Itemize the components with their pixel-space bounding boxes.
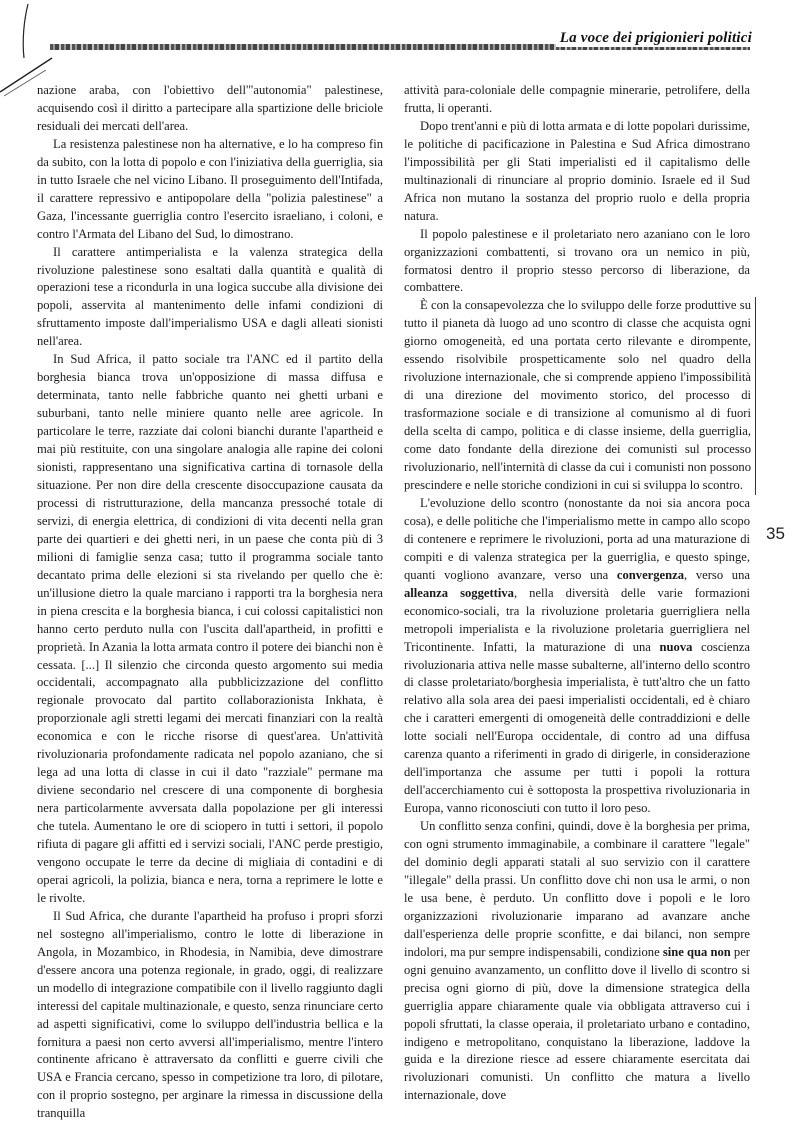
paragraph: nazione araba, con l'obiettivo dell'"autonomia" palestinese, acquisendo così il diritto a partecipare alla spartizione delle briciole residuali dei mercati dell'area. bbox=[37, 83, 383, 133]
text-run: per ogni genuino avanzamento, un conflitto dove il livello di scontro si precisa ogni giorno di più, dove la dimensione strategica della guerriglia appare chiaramente quale via obbligata attraverso cui i popoli sfruttati, la classe operaia, il proletariato urbano e contadino, indigeno e metropolitano, conquistano la liberazione, laddove la guida e la direzione riesce ad essere chiaramente esercitata dai rivoluzionari comunisti. Un conflitto che matura a livello internazionale, dove bbox=[404, 944, 750, 1103]
paragraph: La resistenza palestinese non ha alternative, e lo ha compreso fin da subito, con la lotta di popolo e con l'iniziativa della guerriglia, sia in tutto Israele che nel vicino Libano. Il proseguimento dell'Intifada, il carattere repressivo e antipopolare della "polizia palestinese" a Gaza, l'incessante guerriglia contro l'esercito israeliano, i coloni, e contro l'Armata del Libano del Sud, lo dimostrano. bbox=[37, 136, 383, 241]
paragraph: Il popolo palestinese e il proletariato nero azaniano con le loro organizzazioni combattenti, si trovano ora un nemico in più, formatosi dentro il proprio stesso percorso di liberazione, da combattere. bbox=[404, 226, 750, 295]
bold-term: sine qua non bbox=[662, 944, 731, 959]
text-run: coscienza rivoluzionaria attiva nelle masse subalterne, all'interno dello scontro di classe proletariato/borghesia imperialista, è tutt'altro che un fatto relativo alla sola area dei paesi imperialisti occidentali, ed è chiaro che i caratteri emergenti di omogeneità delle contraddizioni e delle lotte sociali nell'Europa occidentale, di contro ad una diffusa carenza quanto a riferimenti in grado di dirigerle, in considerazione dell'importanza che assume per tutti i popoli la rottura dell'accerchiamento cui è sottoposta la prospettiva rivoluzionaria in Europa, vanno riconosciuti con tutto il loro peso. bbox=[404, 639, 750, 816]
bold-term: nuova bbox=[659, 639, 693, 654]
text-run: , nella diversità delle varie formazioni economico-sociali, tra la rivoluzione proletaria guerrigliera nella metropoli imperialista e la rivoluzione proletaria guerrigliera nel Tricontinente. Infatti, la maturazione di una bbox=[404, 585, 750, 654]
paragraph: In Sud Africa, il patto sociale tra l'ANC ed il partito della borghesia bianca trova un'opposizione di massa diffusa e determinata, tanto nelle fabbriche quanto nei ghetti urbani e suburbani, tanto nelle miniere quanto nelle aree agricole. In particolare le terre, razziate dai coloni bianchi durante l'apartheid e mai più restituite, con una singolare analogia alle rapine dei coloni sionisti, rappresentano una significativa cartina di tornasole della situazione. Per non dire della crescente disoccupazione causata da processi di ristrutturazione, della mancanza pressoché totale di servizi, di energia elettrica, di condizioni di vita decenti nella gran parte dei quartieri e dei ghetti neri, in un paese che conta più di 3 milioni di famiglie senza casa; tutto il programma sociale tanto decantato prima delle elezioni si sta rivelando per quello che è: un'illusione dietro la quale marciano i rapporti tra la borghesia nera in piena crescita e la borghesia bianca, i cui colossi capitalistici non hanno certo perduto nulla con l'uscita dall'apartheid, in profitti e proprietà. In Azania la lotta armata contro il potere dei bianchi non è cessata. [...] Il silenzio che circonda questo argomento sui media occidentali, accompagnato alla pubblicizzazione del conflitto regionale provocato dal partito collaborazionista Inkhata, è proporzionale agli stretti legami dei mercati finanziari con la realtà economica e con le ricche risorse di quest'area. Un'attività rivoluzionaria profondamente radicata nel popolo azaniano, che si lega ad una lotta di classe in cui il dato "razziale" permane ma diviene secondario nel crescere di una componente di borghesia nera particolarmente avversata dalla popolazione per gli interessi che tutela. Aumentano le ore di sciopero in tutti i settori, il popolo rifiuta di pagare gli affitti ed i servizi sociali, l'ANC perde prestigio, vengono occupate le terre da decine di migliaia di contadini e di operai agricoli, la polizia, bianca e nera, torna a reprimere le lotte e le rivolte. bbox=[37, 352, 383, 905]
bracketed-paragraph: È con la consapevolezza che lo sviluppo delle forze produttive su tutto il pianeta dà luogo ad uno scontro di classe che acquista ogni giorno omogeneità, ed una portata certo rilevante e dirompente, essendo risolvibile prospetticamente solo nel quadro della rivoluzione internazionale, che si comprende appieno l'impossibilità di una direzione del movimento storico, del processo di trasformazione sociale e di transizione al comunismo al di fuori della scelta di campo, politica e di classe insieme, della guerriglia, come dato fondante della direzione dei comunisti sul processo rivoluzionario, nell'internità di classe da cui i comunisti non possono prescindere e nelle storiche condizioni in cui si sviluppa lo scontro. bbox=[404, 297, 756, 494]
bold-term: convergenza bbox=[616, 567, 685, 582]
left-column bbox=[37, 82, 383, 1123]
text-run: , verso una bbox=[684, 567, 750, 582]
bold-term: alleanza soggettiva bbox=[404, 585, 514, 600]
running-header: La voce dei prigionieri politici bbox=[556, 30, 756, 47]
text-run: Un conflitto senza confini, quindi, dove è la borghesia per prima, con ogni strumento immaginabile, a combinare il carattere "legale" del dominio degli apparati statali al suo servizio con il carattere "illegale" della prassi. Un conflitto dove chi non usa le armi, o non le usa bene, è perduto. Un conflitto dove i popoli e le loro organizzazioni rivoluzionarie imparano ad avanzare anche dall'esperienza delle proprie sconfitte, e dai bilanci, non sempre indolori, ma pur sempre indispensabili, condizione bbox=[404, 819, 750, 959]
paragraph bbox=[404, 495, 750, 818]
paragraph: attività para-coloniale delle compagnie minerarie, petrolifere, della frutta, li operanti. bbox=[404, 83, 750, 115]
paragraph bbox=[404, 818, 750, 1105]
paragraph: Il Sud Africa, che durante l'apartheid ha profuso i propri sforzi nel sostegno all'imperialismo, contro le lotte di liberazione in Angola, in Mozambico, in Rhodesia, in Namibia, deve dimostrare d'essere ancora una potenza regionale, in grado, oggi, di realizzare un modello di integrazione compatibile con il livello raggiunto dagli interessi del capitale multinazionale, e questo, senza rinunciare certo ad aspetti significativi, come lo sviluppo dell'industria bellica e la fornitura a paesi non certo avversi all'imperialismo, mentre l'intero continente africano è attraversato da conflitti e guerre civili che USA e Francia cercano, spesso in competizione tra loro, di pilotare, con il proprio sostegno, per arginare la rimessa in discussione della tranquilla bbox=[37, 908, 383, 1121]
text-run: L'evoluzione dello scontro (nonostante da noi sia ancora poca cosa), e delle politiche che l'imperialismo mette in campo allo scopo di contenere e reprimere le rivoluzioni, porta ad una maturazione di compiti e di valenza strategica per la guerriglia, e questo spinge, quanti vogliono avanzare, verso una bbox=[404, 495, 750, 582]
right-column bbox=[404, 82, 750, 1105]
paragraph: Dopo trent'anni e più di lotta armata e di lotte popolari durissime, le politiche di pacificazione in Palestina e Sud Africa dimostrano l'impossibilità per gli Stati imperialisti ed il capitalismo delle multinazionali di rinunciare al proprio dominio. Israele ed il Sud Africa non mutano la sostanza del proprio ruolo e della propria natura. bbox=[404, 118, 750, 223]
page-number: 35 bbox=[766, 524, 785, 543]
paragraph: Il carattere antimperialista e la valenza strategica della rivoluzione palestinese sono esaltati dalla quantità e qualità di operazioni tese a ricondurla in una logica succube alla divisione dei popoli, asservita al mantenimento delle infami condizioni di sfruttamento imposte dall'imperialismo USA e dagli alleati sionisti nell'area. bbox=[37, 244, 383, 349]
